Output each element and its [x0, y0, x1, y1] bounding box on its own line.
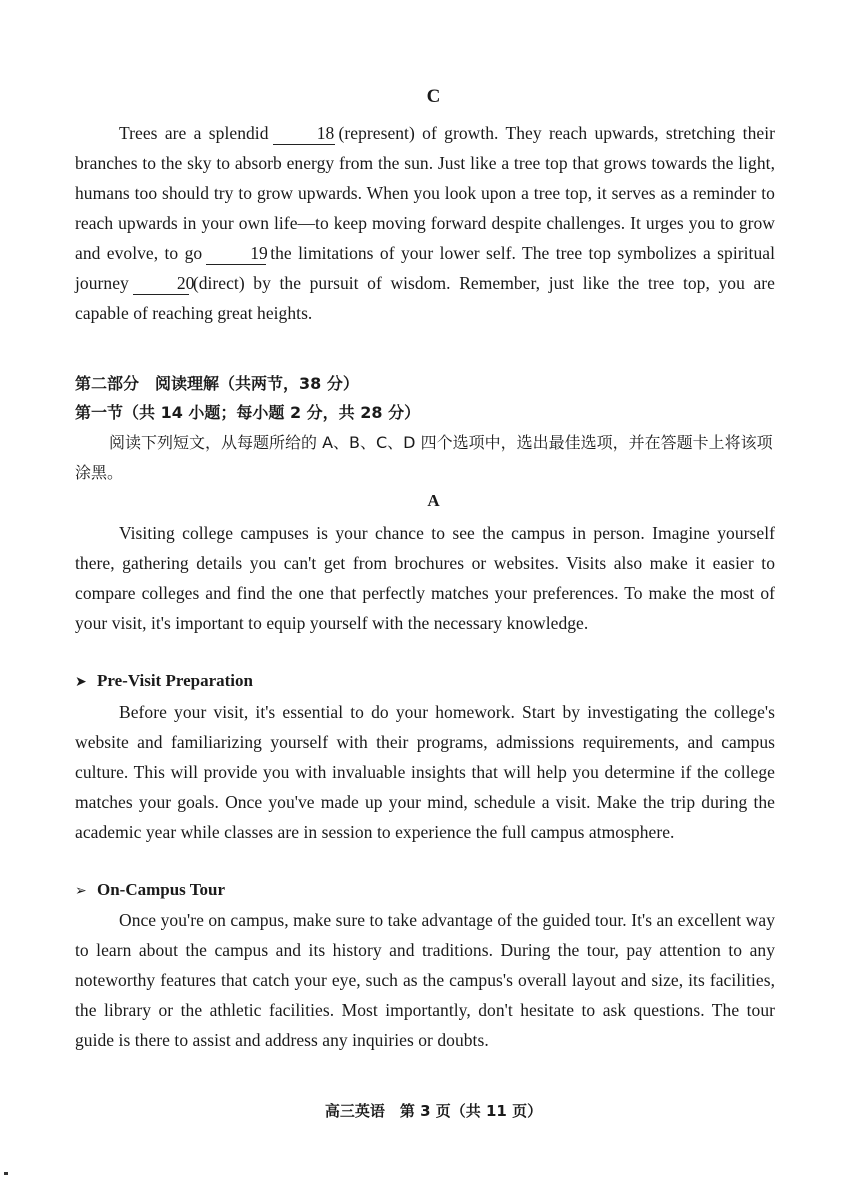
section-c-text-4: (direct) by the pursuit of wisdom. Remember, just like the tree top, you are capable of reaching great heights.: [75, 273, 775, 323]
on-campus-heading-text: On-Campus Tour: [97, 880, 226, 899]
section-c-passage: [75, 118, 775, 328]
section-c-letter: C: [426, 86, 441, 107]
arrow-icon: ➢: [75, 883, 87, 899]
page-footer: 高三英语 第 3 页（共 11 页）: [324, 1102, 543, 1120]
section-one-heading: 第一节（共 14 小题；每小题 2 分，共 28 分）: [75, 403, 421, 422]
section-c-text-3: the limitations of your lower self. The tree top symbolizes a spiritual journey: [75, 243, 775, 293]
blank-19: 19: [206, 242, 266, 265]
pre-visit-block: [75, 697, 775, 847]
reading-instruction: 阅读下列短文，从每题所给的 A、B、C、D 四个选项中，选出最佳选项，并在答题卡上将该项涂黑。: [75, 433, 773, 482]
arrowhead-icon: ➤: [75, 674, 87, 690]
on-campus-heading: [75, 876, 225, 905]
pre-visit-paragraph: Before your visit, it's essential to do your homework. Start by investigating the college's website and familiarizing yourself with their programs, admissions requirements, and campus culture. This will provide you with invaluable insights that will help you determine if the college matches your goals. Once you've made up your mind, schedule a visit. Make the trip during the academic year while classes are in session to experience the full campus atmosphere.: [75, 702, 775, 842]
part-two-heading: 第二部分 阅读理解（共两节，38 分）: [75, 374, 359, 393]
blank-18: 18: [273, 122, 335, 145]
pre-visit-heading: [75, 667, 253, 696]
section-c-text-1: Trees are a splendid: [119, 123, 269, 143]
section-c-text-2: (represent) of growth. They reach upwards, stretching their branches to the sky to absorb energy from the sun. Just like a tree top that grows towards the light, humans too should try to grow upwards. When you look upon a tree top, it serves as a reminder to reach upwards in your own life—to keep moving forward despite challenges. It urges you to grow and evolve, to go: [75, 123, 775, 263]
blank-20: 20: [133, 272, 189, 295]
passage-a-intro: Visiting college campuses is your chance to see the campus in person. Imagine yourself there, gathering details you can't get from brochures or websites. Visits also make it easier to compare colleges and find the one that perfectly matches your preferences. To make the most of your visit, it's important to equip yourself with the necessary knowledge.: [75, 523, 775, 633]
section-c-paragraph: [75, 118, 775, 328]
on-campus-block: [75, 905, 775, 1055]
on-campus-paragraph: Once you're on campus, make sure to take advantage of the guided tour. It's an excellent way to learn about the campus and its history and traditions. During the tour, pay attention to any noteworthy features that catch your eye, such as the campus's overall layout and size, its facilities, the library or the athletic facilities. Most importantly, don't hesitate to ask questions. The tour guide is there to assist and address any inquiries or doubts.: [75, 910, 775, 1050]
passage-a-letter: A: [427, 491, 440, 510]
scan-mark: [4, 1172, 8, 1175]
passage-a-intro-block: [75, 518, 775, 638]
pre-visit-heading-text: Pre-Visit Preparation: [97, 671, 253, 690]
